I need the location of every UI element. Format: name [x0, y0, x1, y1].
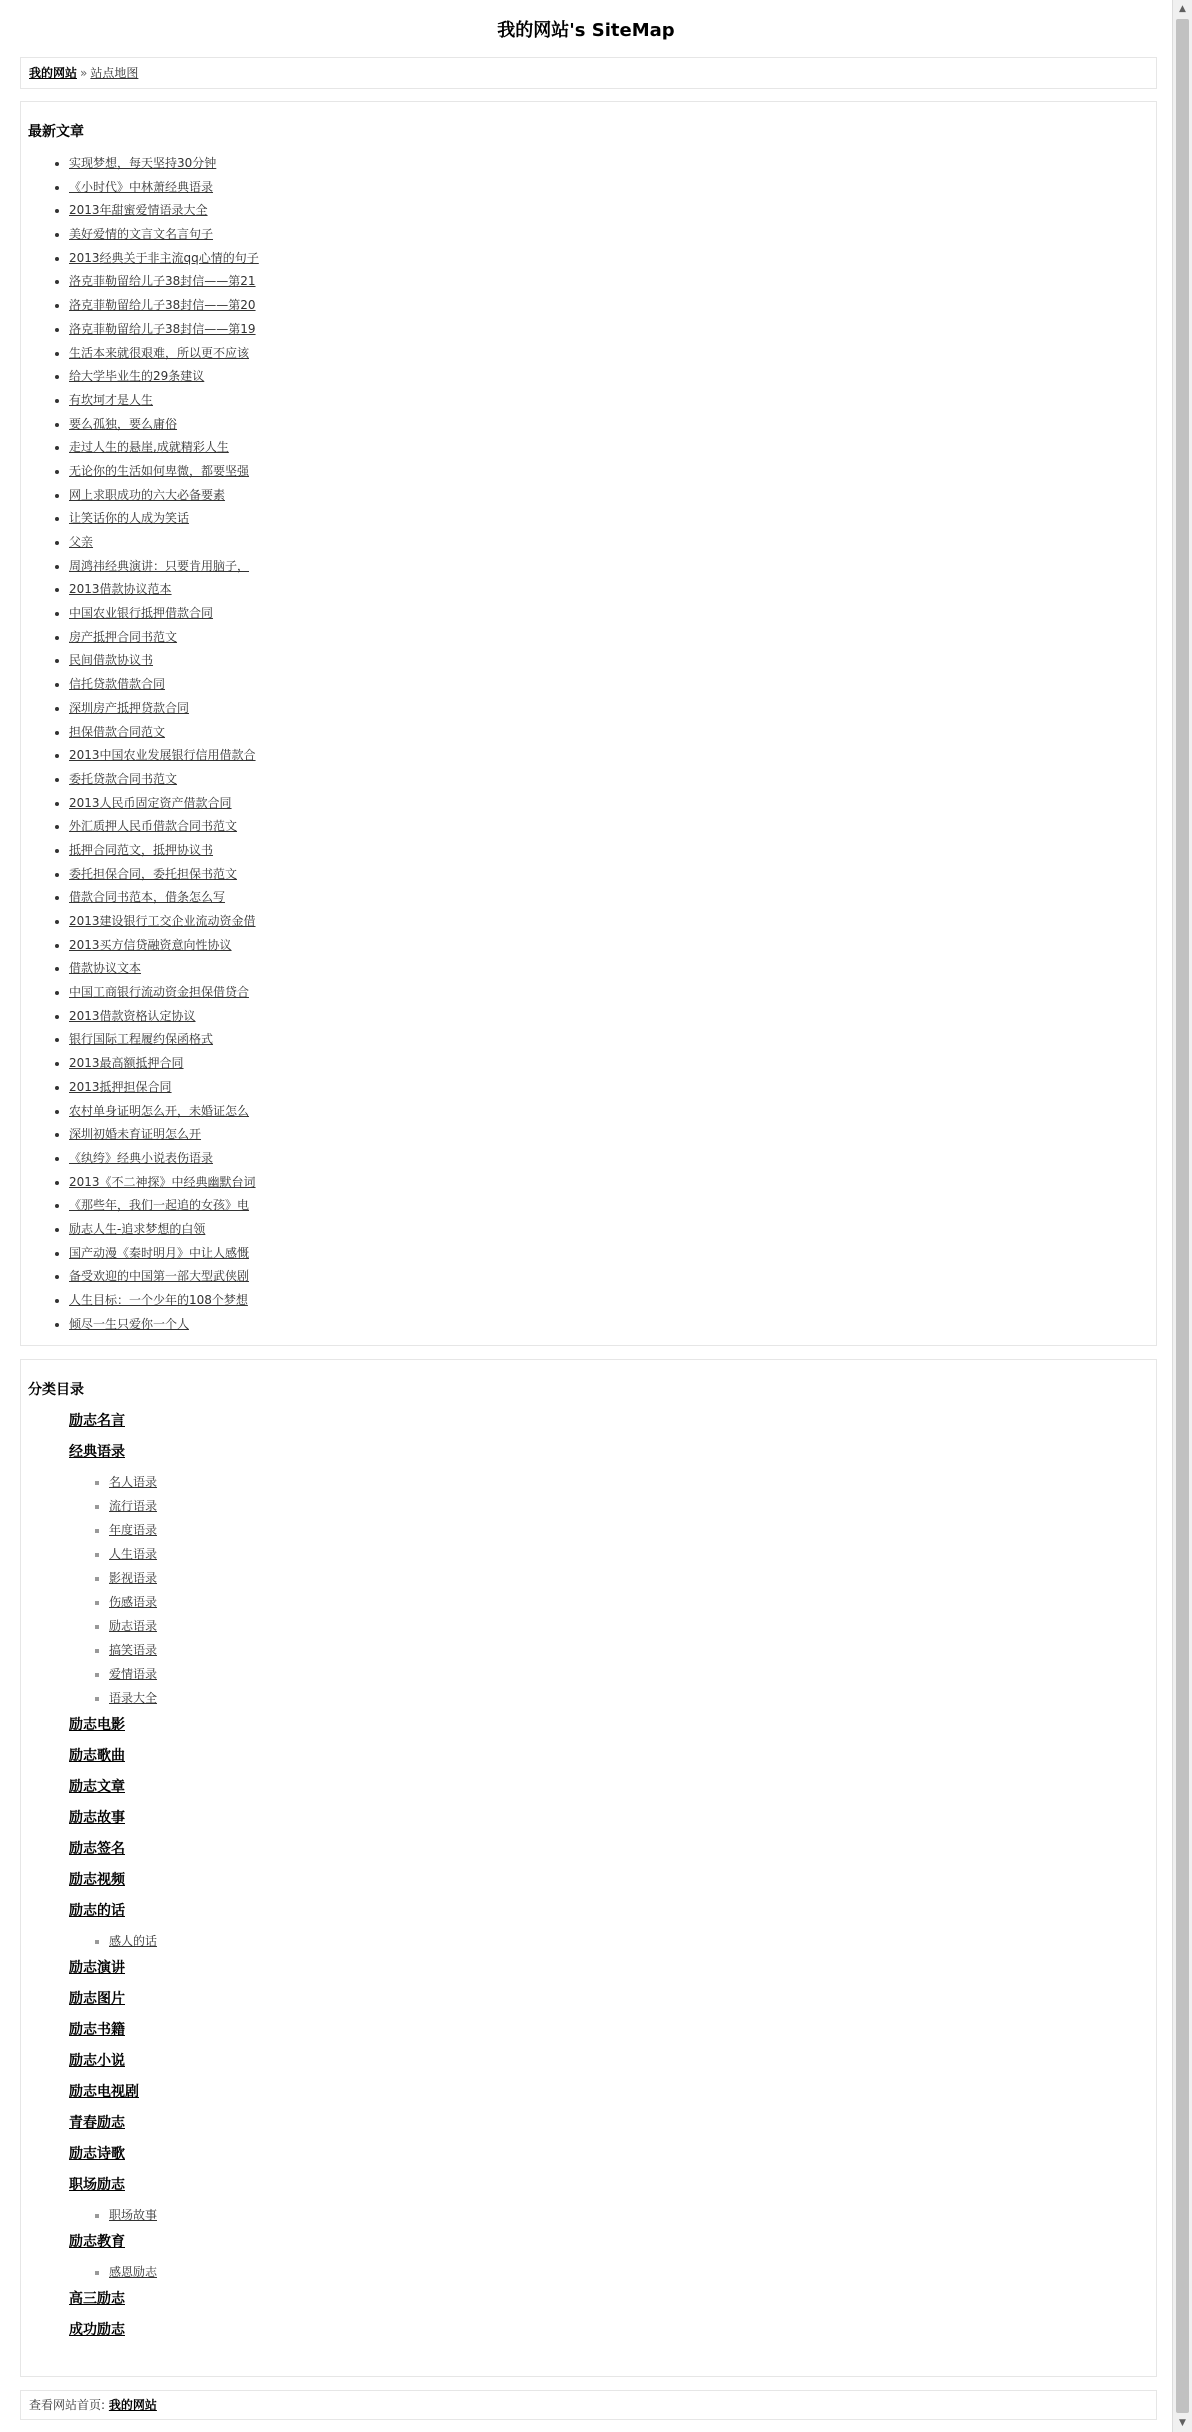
article-link[interactable]: 2013抵押担保合同 [69, 1079, 172, 1094]
list-item [69, 957, 259, 981]
article-link[interactable]: 让笑话你的人成为笑话 [69, 511, 190, 526]
list-item [69, 792, 259, 816]
category-item [69, 1896, 157, 1953]
article-link[interactable]: 担保借款合同范文 [69, 724, 166, 739]
list-item [69, 649, 259, 673]
list-item [69, 1194, 259, 1218]
list-item [69, 839, 259, 863]
category-item [69, 2108, 157, 2139]
list-item [69, 436, 259, 460]
list-item [69, 863, 259, 887]
category-link[interactable]: 励志视频 [69, 1872, 125, 1888]
breadcrumb-separator: » [80, 66, 88, 80]
list-item [69, 1242, 259, 1266]
list-item [69, 1100, 259, 1124]
category-link[interactable]: 高三励志 [69, 2291, 125, 2307]
list-item [69, 910, 259, 934]
article-link[interactable]: 2013经典关于非主流qq心情的句子 [69, 250, 259, 265]
categories-heading: 分类目录 [28, 1382, 84, 1398]
category-link[interactable]: 励志演讲 [69, 1960, 125, 1976]
list-item [69, 247, 259, 271]
article-link[interactable]: 民间借款协议书 [69, 653, 154, 668]
list-item [69, 934, 259, 958]
article-link[interactable]: 农村单身证明怎么开，未婚证怎么 [69, 1103, 250, 1118]
list-item [69, 578, 259, 602]
category-link[interactable]: 励志书籍 [69, 2022, 125, 2038]
category-item [69, 2077, 157, 2108]
list-item [69, 176, 259, 200]
article-link[interactable]: 父亲 [69, 535, 94, 549]
article-link[interactable]: 2013买方信贷融资意向性协议 [69, 937, 232, 952]
category-link[interactable]: 励志歌曲 [69, 1748, 125, 1764]
subcategory-link[interactable]: 语录大全 [109, 1691, 158, 1705]
breadcrumb-home-link[interactable]: 我的网站 [29, 66, 78, 80]
list-item [69, 1313, 259, 1337]
list-item [69, 389, 259, 413]
category-link[interactable]: 励志电视剧 [69, 2084, 139, 2100]
list-item [69, 721, 259, 745]
article-link[interactable]: 抵押合同范文，抵押协议书 [69, 842, 214, 857]
article-link[interactable]: 深圳房产抵押贷款合同 [69, 700, 190, 715]
list-item [69, 270, 259, 294]
breadcrumb [20, 57, 1157, 89]
category-item [69, 2046, 157, 2077]
category-item [69, 1803, 157, 1834]
list-item [69, 886, 259, 910]
category-item [69, 1710, 157, 1741]
category-item [69, 1865, 157, 1896]
article-link[interactable]: 外汇质押人民币借款合同书范文 [69, 819, 238, 834]
article-link[interactable]: 委托担保合同，委托担保书范文 [69, 866, 238, 881]
category-item [69, 2227, 157, 2284]
category-link[interactable]: 励志小说 [69, 2053, 125, 2069]
category-link[interactable]: 经典语录 [69, 1444, 125, 1460]
article-link[interactable]: 洛克菲勒留给儿子38封信——第20 [69, 298, 256, 313]
subcategory-link[interactable]: 流行语录 [109, 1499, 158, 1513]
article-link[interactable]: 借款合同书范本，借条怎么写 [69, 890, 226, 905]
article-link[interactable]: 要么孤独，要么庸俗 [69, 416, 178, 431]
category-item [69, 1437, 157, 1710]
list-item [69, 768, 259, 792]
article-link[interactable]: 美好爱情的文言文名言句子 [69, 227, 214, 242]
subcategory-item [109, 1518, 157, 1542]
article-link[interactable]: 2013人民币固定资产借款合同 [69, 795, 232, 810]
subcategory-item [109, 2260, 157, 2284]
subcategory-item [109, 1566, 157, 1590]
subcategory-link[interactable]: 职场故事 [109, 2208, 158, 2222]
subcategory-link[interactable]: 伤感语录 [109, 1595, 158, 1609]
footer-label: 查看网站首页: [29, 2398, 106, 2412]
article-link[interactable]: 周鸿祎经典演讲：只要肯用脑子， [69, 558, 250, 573]
list-item [69, 460, 259, 484]
list-item [69, 342, 259, 366]
article-link[interactable]: 银行国际工程履约保函格式 [69, 1032, 214, 1047]
article-link[interactable]: 走过人生的悬崖,成就精彩人生 [69, 440, 229, 455]
list-item [69, 815, 259, 839]
article-link[interactable]: 洛克菲勒留给儿子38封信——第21 [69, 274, 256, 289]
category-item [69, 1772, 157, 1803]
scroll-up-arrow-icon[interactable]: ▲ [1179, 4, 1186, 14]
article-link[interactable]: 国产动漫《秦时明月》中让人感慨 [69, 1245, 250, 1260]
category-link[interactable]: 职场励志 [69, 2177, 125, 2193]
latest-articles-heading: 最新文章 [28, 124, 84, 140]
list-item [69, 744, 259, 768]
list-item [69, 981, 259, 1005]
subcategory-link[interactable]: 搞笑语录 [109, 1643, 158, 1657]
subcategory-link[interactable]: 感恩励志 [109, 2265, 158, 2279]
subcategory-list [69, 1470, 157, 1710]
article-link[interactable]: 房产抵押合同书范文 [69, 629, 178, 644]
list-item [69, 294, 259, 318]
page-title: 我的网站's SiteMap [497, 20, 675, 41]
article-link[interactable]: 生活本来就很艰难，所以更不应该 [69, 345, 250, 360]
subcategory-link[interactable]: 年度语录 [109, 1523, 158, 1537]
list-item [69, 555, 259, 579]
subcategory-item [109, 1590, 157, 1614]
list-item [69, 626, 259, 650]
article-link[interactable]: 实现梦想，每天坚持30分钟 [69, 156, 217, 170]
subcategory-item [109, 2203, 157, 2227]
latest-articles-list [21, 152, 259, 1336]
article-link[interactable]: 2013中国农业发展银行信用借款合 [69, 748, 256, 763]
category-link[interactable]: 青春励志 [69, 2115, 125, 2131]
category-item [69, 2315, 157, 2346]
article-link[interactable]: 深圳初婚未育证明怎么开 [69, 1127, 202, 1142]
subcategory-link[interactable]: 名人语录 [109, 1475, 158, 1489]
list-item [69, 413, 259, 437]
category-item [69, 1953, 157, 1984]
category-link[interactable]: 成功励志 [69, 2322, 125, 2338]
list-item [69, 1218, 259, 1242]
subcategory-item [109, 1614, 157, 1638]
article-link[interactable]: 2013借款资格认定协议 [69, 1008, 196, 1023]
article-link[interactable]: 洛克菲勒留给儿子38封信——第19 [69, 321, 256, 336]
list-item [69, 673, 259, 697]
category-link[interactable]: 励志教育 [69, 2234, 125, 2250]
category-item [69, 1406, 157, 1437]
subcategory-item [109, 1686, 157, 1710]
article-link[interactable]: 《小时代》中林萧经典语录 [69, 179, 214, 194]
article-link[interactable]: 中国农业银行抵押借款合同 [69, 606, 214, 621]
category-item [69, 1834, 157, 1865]
subcategory-link[interactable]: 励志语录 [109, 1619, 158, 1633]
list-item [69, 1265, 259, 1289]
list-item [69, 697, 259, 721]
list-item [69, 1289, 259, 1313]
article-link[interactable]: 委托贷款合同书范文 [69, 771, 178, 786]
list-item [69, 223, 259, 247]
article-link[interactable]: 2013最高额抵押合同 [69, 1056, 184, 1071]
article-link[interactable]: 2013建设银行工交企业流动资金借 [69, 914, 256, 928]
subcategory-list [69, 2260, 157, 2284]
category-item [69, 1741, 157, 1772]
article-link[interactable]: 2013《不二神探》中经典幽默台词 [69, 1174, 256, 1189]
subcategory-link[interactable]: 感人的话 [109, 1934, 158, 1948]
list-item [69, 1171, 259, 1195]
article-link[interactable]: 借款协议文本 [69, 961, 142, 976]
article-link[interactable]: 信托贷款借款合同 [69, 677, 166, 692]
subcategory-item [109, 1470, 157, 1494]
article-link[interactable]: 给大学毕业生的29条建议 [69, 369, 205, 384]
list-item [69, 507, 259, 531]
article-link[interactable]: 备受欢迎的中国第一部大型武侠剧 [69, 1269, 250, 1284]
list-item [69, 1052, 259, 1076]
category-link[interactable]: 励志图片 [69, 1991, 125, 2007]
categories-panel [20, 1359, 1157, 2377]
article-link[interactable]: 网上求职成功的六大必备要素 [69, 487, 226, 502]
scrollbar-thumb[interactable] [1176, 19, 1189, 2413]
article-link[interactable]: 《那些年，我们一起追的女孩》电 [69, 1198, 250, 1213]
category-item [69, 2015, 157, 2046]
subcategory-link[interactable]: 爱情语录 [109, 1667, 158, 1681]
article-link[interactable]: 《纨绔》经典小说表伤语录 [69, 1150, 214, 1165]
article-link[interactable]: 2013年甜蜜爱情语录大全 [69, 203, 208, 218]
list-item [69, 1028, 259, 1052]
subcategory-link[interactable]: 影视语录 [109, 1571, 158, 1585]
article-link[interactable]: 2013借款协议范本 [69, 582, 172, 597]
subcategory-list [69, 1929, 157, 1953]
list-item [69, 1147, 259, 1171]
subcategory-item [109, 1929, 157, 1953]
footer-home-link[interactable]: 我的网站 [108, 2398, 157, 2412]
category-link[interactable]: 励志故事 [69, 1810, 125, 1826]
subcategory-item [109, 1638, 157, 1662]
article-link[interactable]: 倾尽一生只爱你一个人 [69, 1316, 190, 1331]
category-link[interactable]: 励志电影 [69, 1717, 125, 1733]
list-item [69, 531, 259, 555]
article-link[interactable]: 无论你的生活如何卑微，都要坚强 [69, 463, 250, 478]
article-link[interactable]: 励志人生-追求梦想的白领 [69, 1221, 206, 1236]
list-item [69, 152, 259, 176]
breadcrumb-current-link[interactable]: 站点地图 [90, 66, 139, 80]
article-link[interactable]: 中国工商银行流动资金担保借贷合 [69, 985, 250, 1000]
list-item [69, 199, 259, 223]
article-link[interactable]: 人生目标：一个少年的108个梦想 [69, 1293, 248, 1307]
category-item [69, 2170, 157, 2227]
category-link[interactable]: 励志诗歌 [69, 2146, 125, 2162]
category-link[interactable]: 励志名言 [69, 1413, 125, 1429]
category-item [69, 2284, 157, 2315]
category-link[interactable]: 励志的话 [69, 1903, 125, 1919]
vertical-scrollbar[interactable] [1172, 0, 1192, 2432]
article-link[interactable]: 有坎坷才是人生 [69, 392, 154, 407]
subcategory-item [109, 1662, 157, 1686]
footer [20, 2390, 1157, 2420]
category-item [69, 2139, 157, 2170]
categories-list [69, 1406, 157, 2346]
list-item [69, 1005, 259, 1029]
category-item [69, 1984, 157, 2015]
list-item [69, 1123, 259, 1147]
scroll-down-arrow-icon[interactable]: ▼ [1179, 2418, 1186, 2428]
list-item [69, 365, 259, 389]
latest-articles-panel [20, 101, 1157, 1346]
list-item [69, 602, 259, 626]
subcategory-item [109, 1542, 157, 1566]
subcategory-item [109, 1494, 157, 1518]
subcategory-list [69, 2203, 157, 2227]
category-link[interactable]: 励志文章 [69, 1779, 125, 1795]
category-link[interactable]: 励志签名 [69, 1841, 125, 1857]
list-item [69, 1076, 259, 1100]
list-item [69, 484, 259, 508]
subcategory-link[interactable]: 人生语录 [109, 1547, 158, 1561]
list-item [69, 318, 259, 342]
